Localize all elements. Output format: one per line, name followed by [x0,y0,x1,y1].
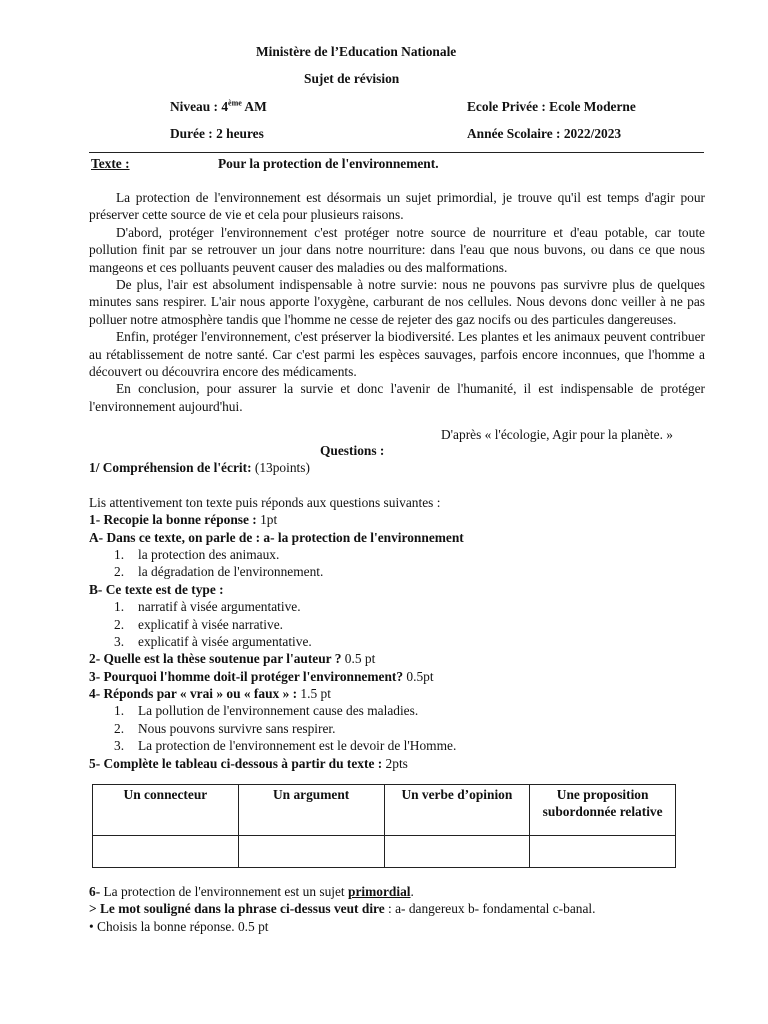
paragraph: De plus, l'air est absolument indispensable à notre survie: nous ne pouvons pas survivre plus de quelques minutes sans respirer. L'air nous apporte l'oxygène, carburant de nos cellules. Nous devons donc veiller à ne pas polluer notre atmosphère tandis que l'homme ne cesse de rejeter des gaz nocifs ou des particules dangereuses. [89,277,705,327]
paragraph: D'abord, protéger l'environnement c'est protéger notre source de nourriture et d'eau potable, car toute pollution finit par se retrouver un jour dans notre nourriture: dans l'eau que nous buvons, ou dans ce que nous mangeons et ces polluants peuvent causer des maladies ou des malformations. [89,224,705,275]
qB-title: B- Ce texte est de type : [89,581,224,597]
list-item: 3. La protection de l'environnement est le devoir de l'Homme. [114,738,457,754]
questions-heading: Questions : [320,443,385,458]
texte-title: Pour la protection de l'environnement. [218,156,439,171]
level-info: Niveau : 4ème AM [170,98,267,114]
table-header-cell: Un verbe d’opinion [384,785,530,836]
subject-title: Sujet de révision [304,71,400,86]
q1: 1- Recopie la bonne réponse : 1pt [89,512,278,528]
q3: 3- Pourquoi l'homme doit-il protéger l'environnement? 0.5pt [89,668,434,684]
paragraph: La protection de l'environnement est désormais un sujet primordial, je trouve qu'il est temps d'agir pour préserver cette source de vie et cela pour plusieurs raisons. [89,190,705,223]
q4: 4- Réponds par « vrai » ou « faux » : 1.5 pt [89,686,331,702]
table-header-row [93,785,676,836]
table-header-cell: Une proposition subordonnée relative [530,785,676,836]
list-item: 1. narratif à visée argumentative. [114,599,301,615]
header-divider [89,152,704,153]
q6-sentence: 6- La protection de l'environnement est un sujet primordial. [89,884,414,899]
ministry-title: Ministère de l’Education Nationale [256,44,457,59]
list-item: 1. La pollution de l'environnement cause des maladies. [114,703,419,719]
q5: 5- Complète le tableau ci-dessous à partir du texte : 2pts [89,755,408,771]
q2: 2- Quelle est la thèse soutenue par l'auteur ? 0.5 pt [89,651,376,667]
table-cell [530,836,676,868]
texte-label: Texte : [91,156,130,171]
texte-body [89,189,705,415]
list-item: 2. la dégradation de l'environnement. [114,564,324,580]
section1-heading: 1/ Compréhension de l'écrit: (13points) [89,460,310,475]
table-header-cell: Un argument [238,785,384,836]
answer-table [92,784,676,868]
qA-title: A- Dans ce texte, on parle de : a- la protection de l'environnement [89,529,464,545]
list-item: 2. explicatif à visée narrative. [114,616,283,632]
texte-source: D'après « l'écologie, Agir pour la planète. » [440,427,673,442]
year-info: Année Scolaire : 2022/2023 [467,126,622,141]
q6-question: > Le mot souligné dans la phrase ci-dessus veut dire : a- dangereux b- fondamental c-banal. [89,901,596,917]
list-item: 1. la protection des animaux. [114,546,280,562]
q6-block [89,883,689,935]
list-item: 2. Nous pouvons survivre sans respirer. [114,720,336,736]
underlined-word: primordial [348,884,411,899]
school-info: Ecole Privée : Ecole Moderne [467,99,636,114]
table-cell [384,836,530,868]
questions-block [89,459,709,772]
list-item: 3. explicatif à visée argumentative. [114,633,312,649]
q6-instruction: • Choisis la bonne réponse. 0.5 pt [89,918,269,934]
paragraph: Enfin, protéger l'environnement, c'est préserver la biodiversité. Les plantes et les animaux peuvent contribuer au rétablissement de notre santé. Car c'est parmi les espèces sauvages, parfois encore inconnues, que l'homme a découvert ou découvrira encore des médicaments. [89,329,705,380]
paragraph: En conclusion, pour assurer la survie et donc l'avenir de l'humanité, il est indispensable de protéger l'environnement aujourd'hui. [89,381,705,414]
duration-info: Durée : 2 heures [170,126,264,141]
instruction: Lis attentivement ton texte puis réponds aux questions suivantes : [89,494,441,510]
table-cell [238,836,384,868]
table-row [93,836,676,868]
table-cell [93,836,239,868]
table-header-cell: Un connecteur [93,785,239,836]
